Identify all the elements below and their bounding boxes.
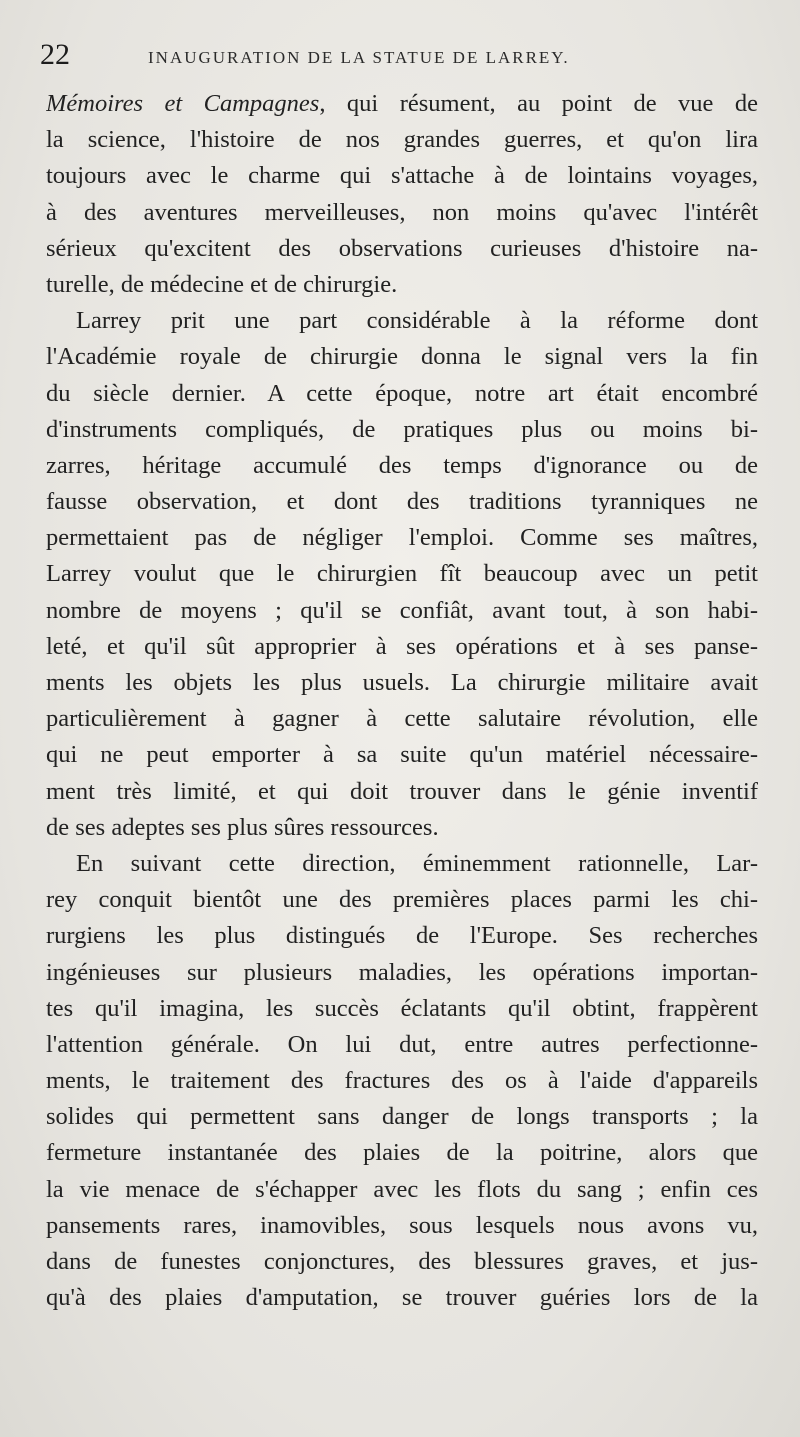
paragraph-3: [46, 846, 758, 1316]
text-line: ments, le traitement des fractures des os à l'aide d'appareils: [46, 1067, 758, 1095]
text-line: Larrey voulut que le chirurgien fît beaucoup avec un petit: [46, 560, 758, 588]
text-line: solides qui permettent sans danger de longs transports ; la: [46, 1103, 758, 1131]
italic-book-title: Mémoires et Campagnes: [46, 90, 320, 117]
text-line: rey conquit bientôt une des premières places parmi les chi-: [46, 886, 758, 914]
text-line: ment très limité, et qui doit trouver dans le génie inventif: [46, 777, 758, 805]
text-line: permettaient pas de négliger l'emploi. Comme ses maîtres,: [46, 524, 758, 552]
page-header: [40, 38, 760, 74]
text-line: [46, 86, 758, 122]
text-line: rurgiens les plus distingués de l'Europe. Ses recherches: [46, 922, 758, 950]
text-line: toujours avec le charme qui s'attache à de lointains voyages,: [46, 162, 758, 190]
text-line: la vie menace de s'échapper avec les flots du sang ; enfin ces: [46, 1175, 758, 1203]
text-line: qui ne peut emporter à sa suite qu'un matériel nécessaire-: [46, 741, 758, 769]
text-line: l'Académie royale de chirurgie donna le signal vers la fin: [46, 343, 758, 371]
text-line: fermeture instantanée des plaies de la poitrine, alors que: [46, 1139, 758, 1167]
text-line: sérieux qu'excitent des observations curieuses d'histoire na-: [46, 234, 758, 262]
text-line: zarres, héritage accumulé des temps d'ignorance ou de: [46, 451, 758, 479]
text-line: Larrey prit une part considérable à la réforme dont: [76, 307, 758, 335]
text-line: d'instruments compliqués, de pratiques plus ou moins bi-: [46, 415, 758, 443]
text-line: En suivant cette direction, éminemment rationnelle, Lar-: [76, 849, 758, 877]
text-line: particulièrement à gagner à cette salutaire révolution, elle: [46, 705, 758, 733]
text-line: pansements rares, inamovibles, sous lesquels nous avons vu,: [46, 1211, 758, 1239]
text-line: dans de funestes conjonctures, des blessures graves, et jus-: [46, 1248, 758, 1275]
paragraph-1: [46, 86, 758, 303]
text-line: tes qu'il imagina, les succès éclatants qu'il obtint, frappèrent: [46, 994, 758, 1022]
text-line: l'attention générale. On lui dut, entre autres perfectionne-: [46, 1030, 758, 1058]
text-line: ments les objets les plus usuels. La chirurgie militaire avait: [46, 669, 758, 696]
text-line: de ses adeptes ses plus sûres ressources.: [46, 813, 439, 841]
running-title: INAUGURATION DE LA STATUE DE LARREY.: [148, 48, 570, 67]
text-line: turelle, de médecine et de chirurgie.: [46, 270, 398, 298]
text-line: fausse observation, et dont des traditions tyranniques ne: [46, 488, 758, 516]
text-line: leté, et qu'il sût approprier à ses opérations et à ses panse-: [46, 632, 758, 660]
text-line: du siècle dernier. A cette époque, notre art était encombré: [46, 379, 758, 407]
paragraph-2: [46, 303, 758, 846]
page-number: 22: [40, 38, 70, 71]
text-line: ingénieuses sur plusieurs maladies, les opérations importan-: [46, 958, 758, 986]
text-line: nombre de moyens ; qu'il se confiât, avant tout, à son habi-: [46, 596, 758, 624]
text-line: la science, l'histoire de nos grandes guerres, et qu'on lira: [46, 126, 758, 154]
text-line: à des aventures merveilleuses, non moins qu'avec l'intérêt: [46, 198, 758, 226]
text-line: qu'à des plaies d'amputation, se trouver guéries lors de la: [46, 1284, 758, 1312]
body-text: [46, 86, 758, 1316]
text-line-rest: , qui résument, au point de vue de: [319, 90, 758, 117]
